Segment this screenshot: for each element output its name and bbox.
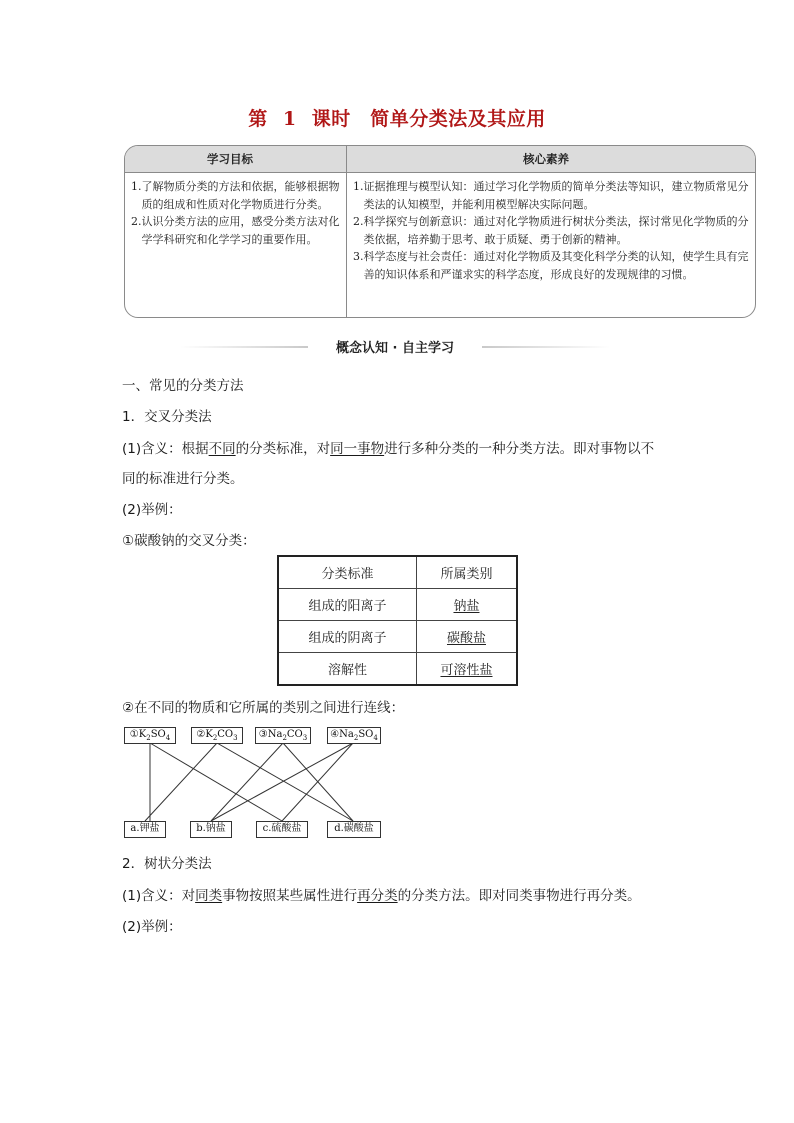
match-line <box>145 743 217 821</box>
example-1-label: ①碳酸钠的交叉分类： <box>122 533 256 549</box>
blank-answer: 再分类 <box>357 888 398 904</box>
objectives-left-column <box>131 178 341 248</box>
subsection-heading: 1．交叉分类法 <box>122 409 212 425</box>
table-row <box>278 589 517 621</box>
objective-item: 1. 了解物质分类的方法和依据，能够根据物质的组成和性质对化学物质进行分类。 <box>131 180 340 211</box>
objectives-header <box>125 146 755 173</box>
category-box: b.钠盐 <box>190 821 232 838</box>
objectives-table <box>124 145 756 318</box>
table-cell: 钠盐 <box>417 589 518 621</box>
table-cell: 可溶性盐 <box>417 653 518 686</box>
example-2-label: ②在不同的物质和它所属的类别之间进行连线： <box>122 700 405 716</box>
section-banner <box>180 336 610 358</box>
category-box: a.钾盐 <box>124 821 166 838</box>
substance-box: $②K_2CO_3$ <box>191 727 243 744</box>
table-header-row <box>278 556 517 589</box>
subsection-heading-2: 2．树状分类法 <box>122 856 212 872</box>
banner-line-left <box>180 346 308 348</box>
match-line <box>150 743 282 821</box>
competency-item: 2. 科学探究与创新意识：通过对化学物质进行树状分类法，探讨常见化学物质的分类依据，培养勤于思考、敢于质疑、勇于创新的精神。 <box>353 215 749 246</box>
category-box: d.碳酸盐 <box>327 821 381 838</box>
table-header-cell: 所属类别 <box>417 556 518 589</box>
banner-line-right <box>482 346 610 348</box>
example-label: (2)举例： <box>122 502 182 518</box>
objectives-divider <box>346 146 347 317</box>
banner-title: 概念认知 · 自主学习 <box>336 341 454 356</box>
matching-diagram <box>120 725 390 840</box>
objectives-header-right: 核心素养 <box>523 152 569 166</box>
table-row <box>278 621 517 653</box>
objective-item: 2. 认识分类方法的应用，感受分类方法对化学学科研究和化学学习的重要作用。 <box>131 215 340 246</box>
objectives-header-left: 学习目标 <box>207 152 253 166</box>
classification-table <box>277 555 518 686</box>
table-row <box>278 653 517 686</box>
table-header-cell: 分类标准 <box>278 556 417 589</box>
objectives-right-column <box>353 178 751 284</box>
table-cell: 组成的阳离子 <box>278 589 417 621</box>
competency-item: 1. 证据推理与模型认知：通过学习化学物质的简单分类法等知识，建立物质常见分类法的认知模型，并能利用模型解决实际问题。 <box>353 180 749 211</box>
competency-item: 3. 科学态度与社会责任：通过对化学物质及其变化科学分类的认知，使学生具有完善的知识体系和严谨求实的科学态度，形成良好的发现规律的习惯。 <box>353 250 749 281</box>
substance-box: $①K_2SO_4$ <box>124 727 176 744</box>
blank-answer: 同类 <box>195 888 223 904</box>
definition-line-2: 同的标准进行分类。 <box>122 471 244 487</box>
table-cell: 溶解性 <box>278 653 417 686</box>
match-line <box>211 743 283 821</box>
definition-line-tree: (1)含义：对同类事物按照某些属性进行再分类的分类方法。即对同类事物进行再分类。 <box>122 888 641 904</box>
definition-line: (1)含义：根据不同的分类标准，对同一事物进行多种分类的一种分类方法。即对事物以不 <box>122 441 655 457</box>
table-cell: 组成的阴离子 <box>278 621 417 653</box>
blank-answer: 不同 <box>208 441 236 457</box>
blank-answer: 同一事物 <box>330 441 385 457</box>
section-heading: 一、常见的分类方法 <box>122 378 244 394</box>
category-box: c.硫酸盐 <box>256 821 308 838</box>
page-title: 第 1 课时 简单分类法及其应用 <box>248 108 546 130</box>
table-cell: 碳酸盐 <box>417 621 518 653</box>
substance-box: $④Na_2SO_4$ <box>327 727 381 744</box>
example-label-2: (2)举例： <box>122 919 182 935</box>
substance-box: $③Na_2CO_3$ <box>255 727 311 744</box>
